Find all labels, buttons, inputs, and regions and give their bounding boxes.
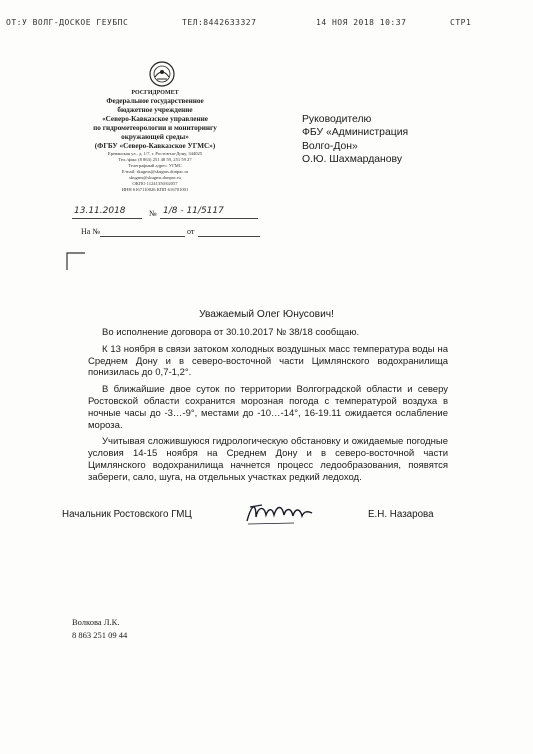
contact-line: ОКПО 11241350/02057 <box>132 181 178 186</box>
ref-from-underline <box>198 236 260 237</box>
recipient-line: Волго-Дон» <box>302 140 358 152</box>
recipient-line: Руководителю <box>302 114 372 125</box>
body-paragraph: Учитывая сложившуюся гидрологическую обстановку и ожидаемые погодные условия 14-15 ноября на Среднем Дону и в северо-восточной части Цимлянского водохранилища начнется процесс ледообразования, появятся забереги, сало, шуга, на отдельных участках редкий ледоход. <box>88 436 448 483</box>
ref-underline <box>100 236 185 237</box>
body-paragraph: В ближайшие двое суток по территории Волгоградской области и северу Ростовской области сохранится морозная погода с температурой воздуха в ночные часы до -3…-9°, местами до -10…-14°, 16-19.11 ожидается ослабление мороза. <box>88 384 448 431</box>
ref-from-label: от <box>187 227 195 236</box>
org-line: Федеральное государственное <box>106 97 204 105</box>
performer-phone: 8 863 251 09 44 <box>72 630 128 640</box>
performer-name: Волкова Л.К. <box>72 617 120 627</box>
org-line: окружающей среды» <box>121 133 189 141</box>
number-label: № <box>149 209 157 218</box>
recipient-line: О.Ю. Шахмарданову <box>302 153 403 165</box>
letterhead <box>55 89 255 193</box>
contact-line: E-mail: skugms@skugms.donpac.ru <box>121 169 189 174</box>
salutation: Уважаемый Олег Юнусович! <box>199 309 334 320</box>
fax-page: СТР1 <box>450 18 472 27</box>
contact-line: ИНН 6167110026 КПП 616701001 <box>121 187 189 192</box>
corner-bracket <box>66 252 86 272</box>
handwritten-signature <box>244 499 316 529</box>
ref-label: На № <box>81 227 100 236</box>
signer-position: Начальник Ростовского ГМЦ <box>62 509 192 520</box>
contact-line: skugms@skugms.donpac.ru <box>129 175 181 180</box>
fax-datetime: 14 НОЯ 2018 10:37 <box>316 18 407 27</box>
org-line: «Северо-Кавказское управление <box>102 115 208 123</box>
recipient-block <box>302 113 408 166</box>
contact-line: Ереванская ул., д. 1/7, г. Ростов-на-Дону, 344025 <box>107 151 203 156</box>
recipient-line: ФБУ «Администрация <box>302 127 409 139</box>
org-line: по гидрометеорологии и мониторингу <box>93 124 217 132</box>
body-paragraph: К 13 ноября в связи затоком холодных воздушных масс температура воды на Среднем Дону и в северо-восточной части Цимлянского водохранилища понизилась до 0,7-1,2°. <box>88 343 448 379</box>
registration-date: 13.11.2018 <box>74 206 126 216</box>
org-line: бюджетное учреждение <box>117 106 193 114</box>
registration-number: 1/8 - 11/5117 <box>163 206 224 216</box>
org-short-name: РОСГИДРОМЕТ <box>131 90 179 96</box>
number-underline <box>160 218 258 219</box>
contact-line: Телеграфный адрес: УГМС <box>128 163 182 168</box>
body-paragraph: Во исполнение договора от 30.10.2017 № 38/18 сообщаю. <box>102 327 360 338</box>
fax-phone: ТЕЛ:8442633327 <box>182 18 257 27</box>
date-underline <box>72 218 142 219</box>
fax-sender: ОТ:У ВОЛГ-ДОСКОЕ ГЕУБПС <box>6 18 129 27</box>
contact-line: Тел./факс (8 863) 251 48 59, 251 59 27 <box>118 157 192 162</box>
letter-body <box>88 327 448 489</box>
org-line: (ФГБУ «Северо-Кавказское УГМС») <box>94 142 216 150</box>
signer-name: Е.Н. Назарова <box>368 509 434 520</box>
roshydromet-emblem-icon <box>149 61 175 87</box>
